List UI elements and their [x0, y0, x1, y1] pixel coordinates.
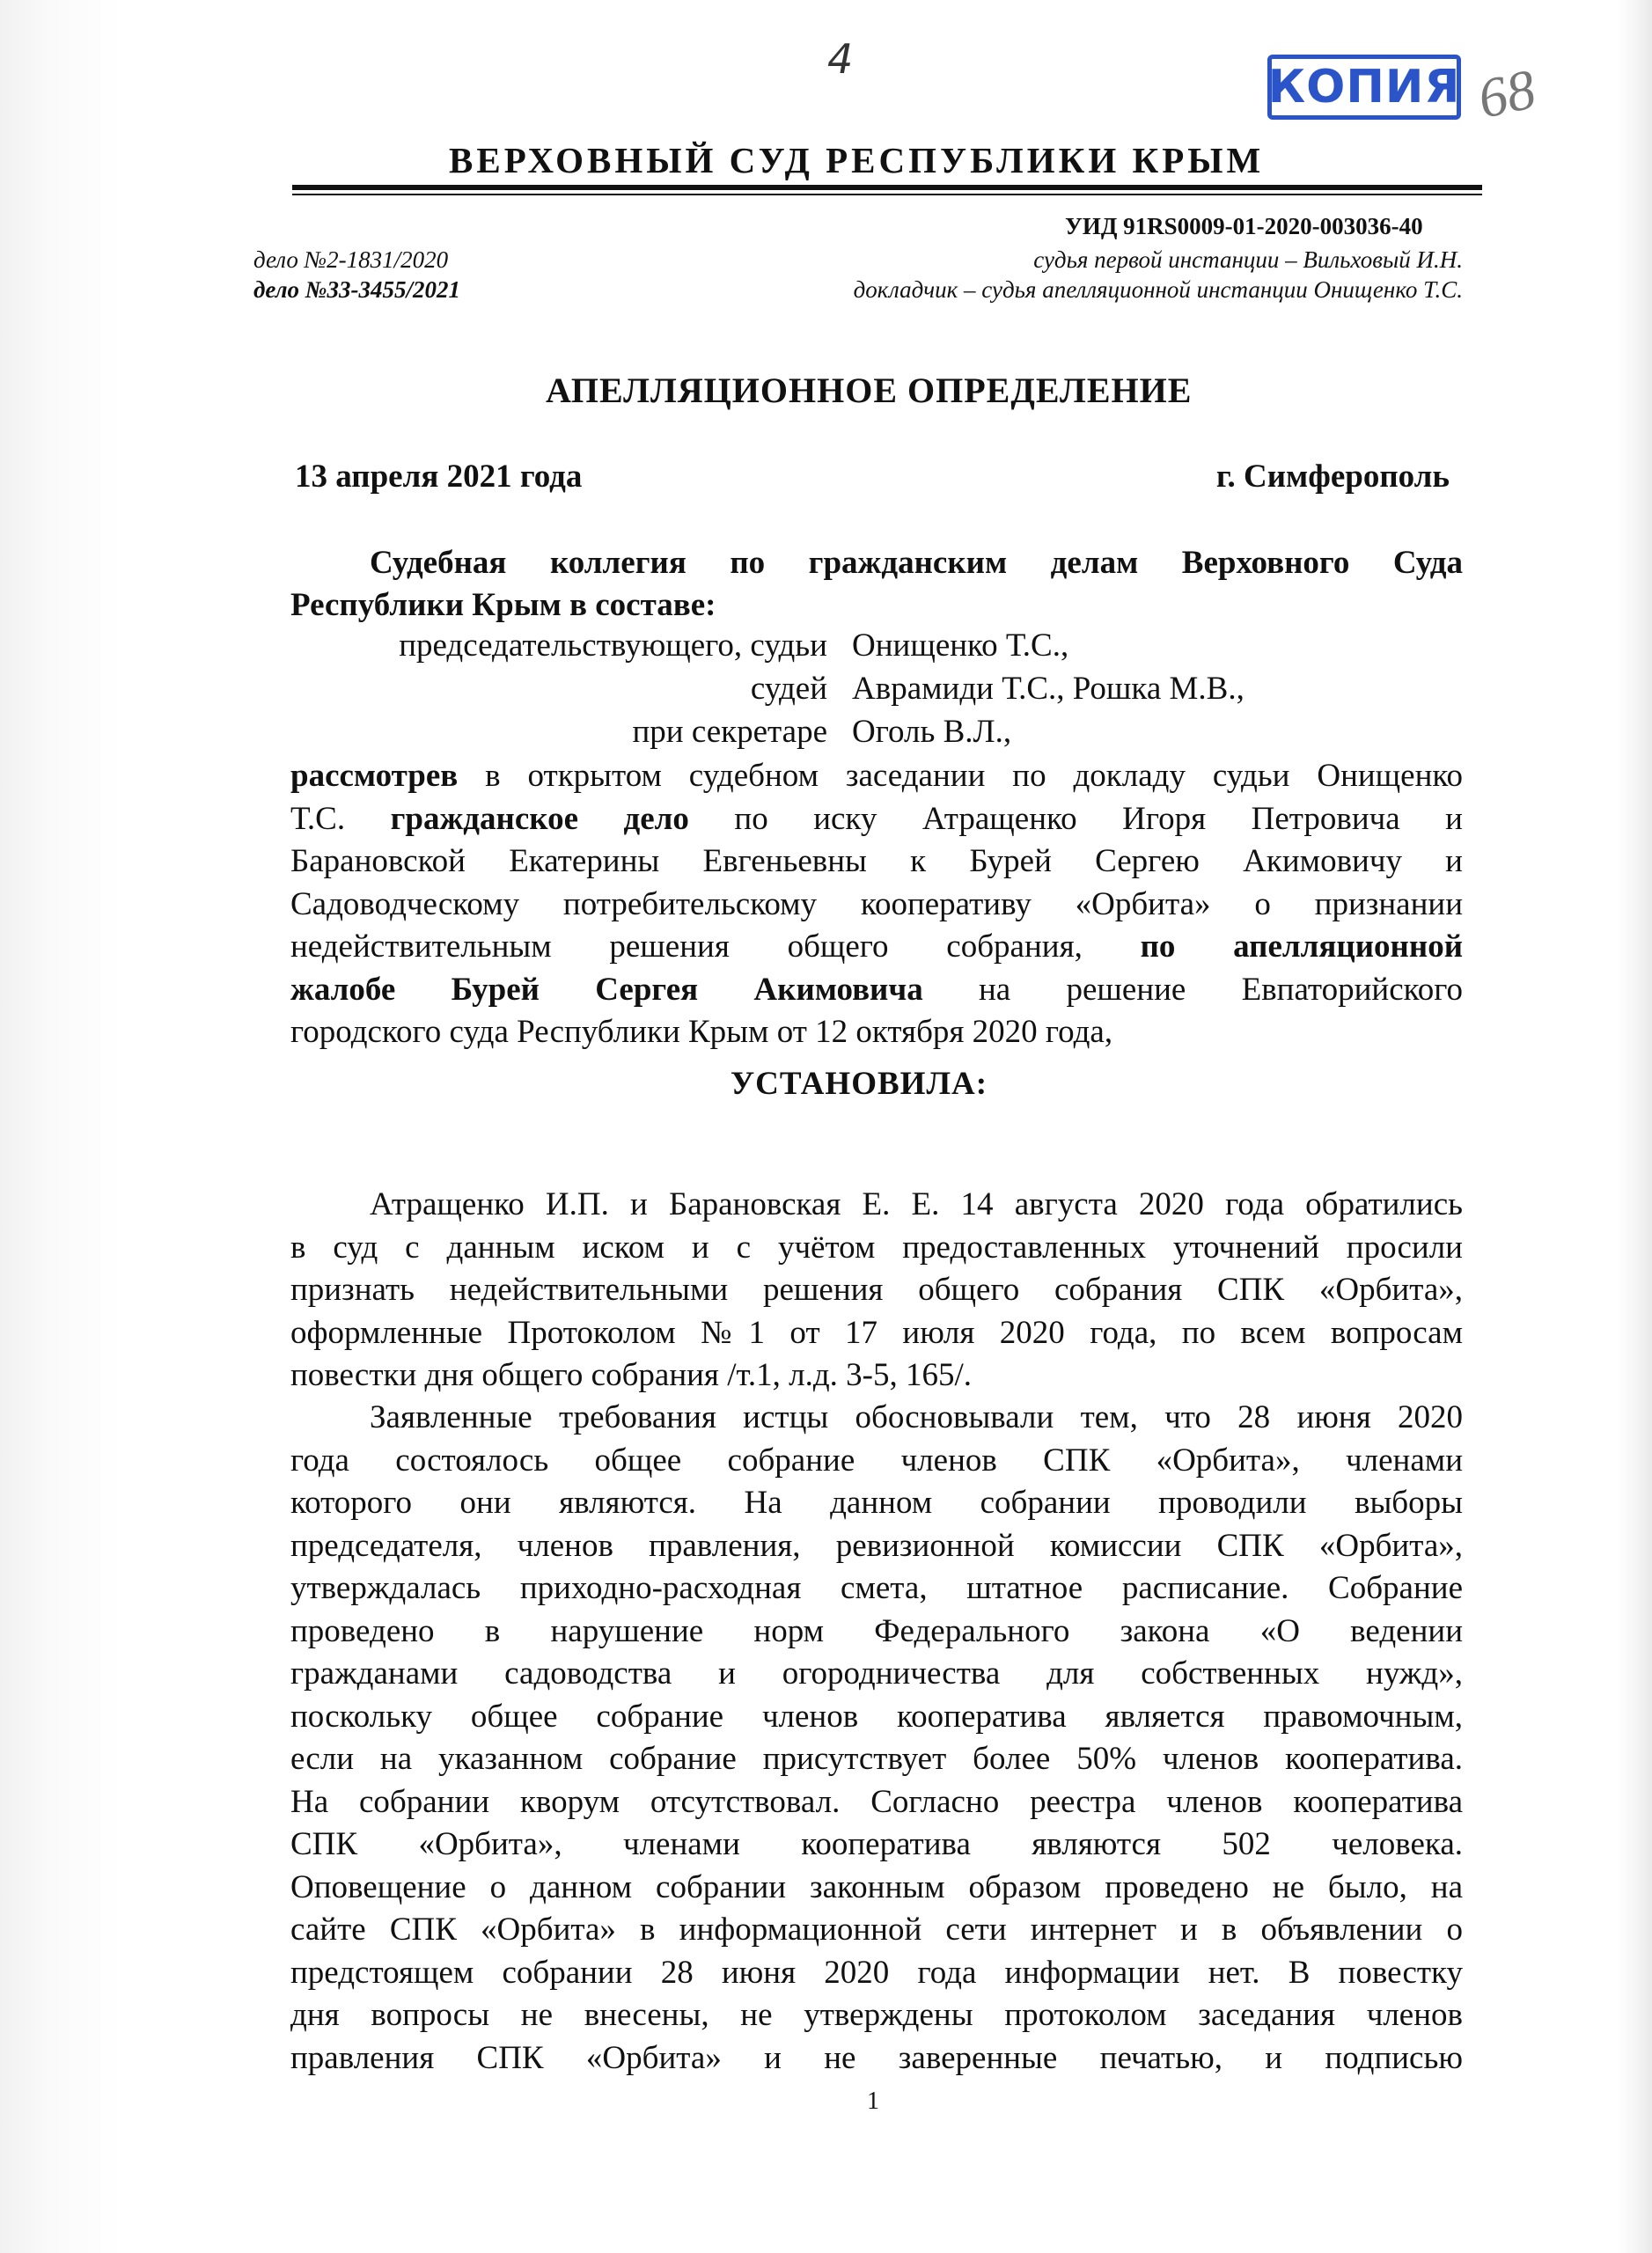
considering-text: недействительным решения общего собрания,: [290, 928, 1141, 965]
text-line: если на указанном собрание присутствует более 50% членов кооператива.: [290, 1741, 1463, 1777]
considering-paragraph: [290, 755, 1463, 1054]
text-line: Заявленные требования истцы обосновывали тем, что 28 июня 2020: [370, 1399, 1463, 1435]
considering-line-6: [290, 969, 1463, 1012]
text-line: проведено в нарушение норм Федерального закона «О ведении: [290, 1612, 1463, 1649]
considering-line-2: [290, 798, 1463, 841]
considering-line-3: Барановской Екатерины Евгеньевны к Бурей Сергею Акимовичу и: [290, 843, 1463, 879]
document-city: г. Симферополь: [1215, 459, 1450, 495]
text-line: дня вопросы не внесены, не утверждены протоколом заседания членов: [290, 1997, 1463, 2033]
page-number: 1: [867, 2088, 879, 2115]
composition-line-2: Республики Крым в составе:: [290, 587, 716, 623]
sheet-number: 68: [1472, 57, 1541, 130]
text-line: признать недействительными решения общего собрания СПК «Орбита»,: [290, 1272, 1463, 1308]
text-line: СПК «Орбита», членами кооператива являются 502 человека.: [290, 1826, 1463, 1862]
text-line: гражданами садоводства и огородничества для собственных нужд»,: [290, 1655, 1463, 1692]
considering-line-4: Садоводческому потребительскому кооперативу «Орбита» о признании: [290, 885, 1463, 922]
considering-bold: жалобе Бурей Сергея Акимовича: [290, 971, 923, 1008]
text-line: Оповещение о данном собрании законным образом проведено не было, на: [290, 1868, 1463, 1905]
text-line: правления СПК «Орбита» и не заверенные печатью, и подписью: [290, 2039, 1463, 2076]
text-line: сайте СПК «Орбита» в информационной сети интернет и в объявлении о: [290, 1912, 1463, 1948]
considering-bold: по апелляционной: [1140, 928, 1464, 965]
section-title: УСТАНОВИЛА:: [731, 1066, 988, 1102]
presiding-role: председательствующего, судьи: [399, 627, 827, 664]
considering-bold: гражданское дело: [390, 800, 689, 837]
considering-bold: рассмотрев: [290, 758, 459, 794]
secretary-role: при секретаре: [632, 714, 827, 750]
considering-text: в открытом судебном заседании по докладу судьи Онищенко: [458, 758, 1463, 794]
judges-role: судей: [750, 671, 827, 707]
document-date: 13 апреля 2021 года: [295, 459, 583, 495]
handwritten-mark: 4: [827, 35, 854, 83]
text-line: в суд с данным иском и с учётом предоставленных уточнений просили: [290, 1229, 1463, 1266]
header-rule-thin: [292, 194, 1482, 195]
considering-text: на решение Евпаторийского: [922, 971, 1463, 1008]
judge-first-instance: судья первой инстанции – Вильховый И.Н.: [1033, 246, 1463, 273]
header-rule-thick: [292, 185, 1482, 190]
uid-number: УИД 91RS0009-01-2020-003036-40: [1065, 213, 1423, 239]
judge-reporter: докладчик – судья апелляционной инстанции Онищенко Т.С.: [853, 276, 1463, 303]
scan-shadow-left: [0, 0, 123, 2253]
paragraph-2: [290, 1397, 1463, 2080]
text-line: оформленные Протоколом №1 от 17 июля 2020 года, по всем вопросам: [290, 1314, 1463, 1351]
composition-line-1: Судебная коллегия по гражданским делам Верховного Суда: [370, 545, 1463, 581]
text-line: которого они являются. На данном собрании проводили выборы: [290, 1485, 1463, 1521]
considering-text: по иску Атращенко Игоря Петровича и: [688, 800, 1463, 837]
text-line: поскольку общее собрание членов кооператива является правомочным,: [290, 1698, 1463, 1735]
paragraph-1: [290, 1184, 1463, 1398]
text-line: На собрании кворум отсутствовал. Согласно реестра членов кооператива: [290, 1783, 1463, 1820]
court-title: ВЕРХОВНЫЙ СУД РЕСПУБЛИКИ КРЫМ: [449, 140, 1265, 180]
secretary-name: Оголь В.Л.,: [852, 714, 1012, 750]
text-line: Атращенко И.П. и Барановская Е. Е. 14 августа 2020 года обратились: [370, 1186, 1463, 1222]
considering-line-5: [290, 926, 1463, 969]
text-line: председателя, членов правления, ревизионной комиссии СПК «Орбита»,: [290, 1527, 1463, 1564]
composition-intro: [370, 542, 1463, 585]
case-number-first: дело №2-1831/2020: [253, 246, 449, 273]
considering-text: Т.С.: [290, 800, 391, 837]
text-line: предстоящем собрании 28 июня 2020 года информации нет. В повестку: [290, 1954, 1463, 1991]
considering-line-7: городского суда Республики Крым от 12 октября 2020 года,: [290, 1014, 1113, 1050]
copy-stamp: КОПИЯ: [1267, 55, 1461, 120]
presiding-name: Онищенко Т.С.,: [852, 627, 1069, 664]
considering-line-1: [290, 755, 1463, 798]
text-line: утверждалась приходно-расходная смета, штатное расписание. Собрание: [290, 1570, 1463, 1606]
text-line: повестки дня общего собрания /т.1, л.д. 3-5, 165/.: [290, 1357, 973, 1393]
scan-shadow-right: [1617, 0, 1652, 2253]
document-title: АПЕЛЛЯЦИОННОЕ ОПРЕДЕЛЕНИЕ: [546, 371, 1193, 410]
judges-names: Аврамиди Т.С., Рошка М.В.,: [852, 671, 1245, 707]
case-number-appeal: дело №33-3455/2021: [253, 276, 461, 303]
text-line: года состоялось общее собрание членов СПК «Орбита», членами: [290, 1442, 1463, 1479]
